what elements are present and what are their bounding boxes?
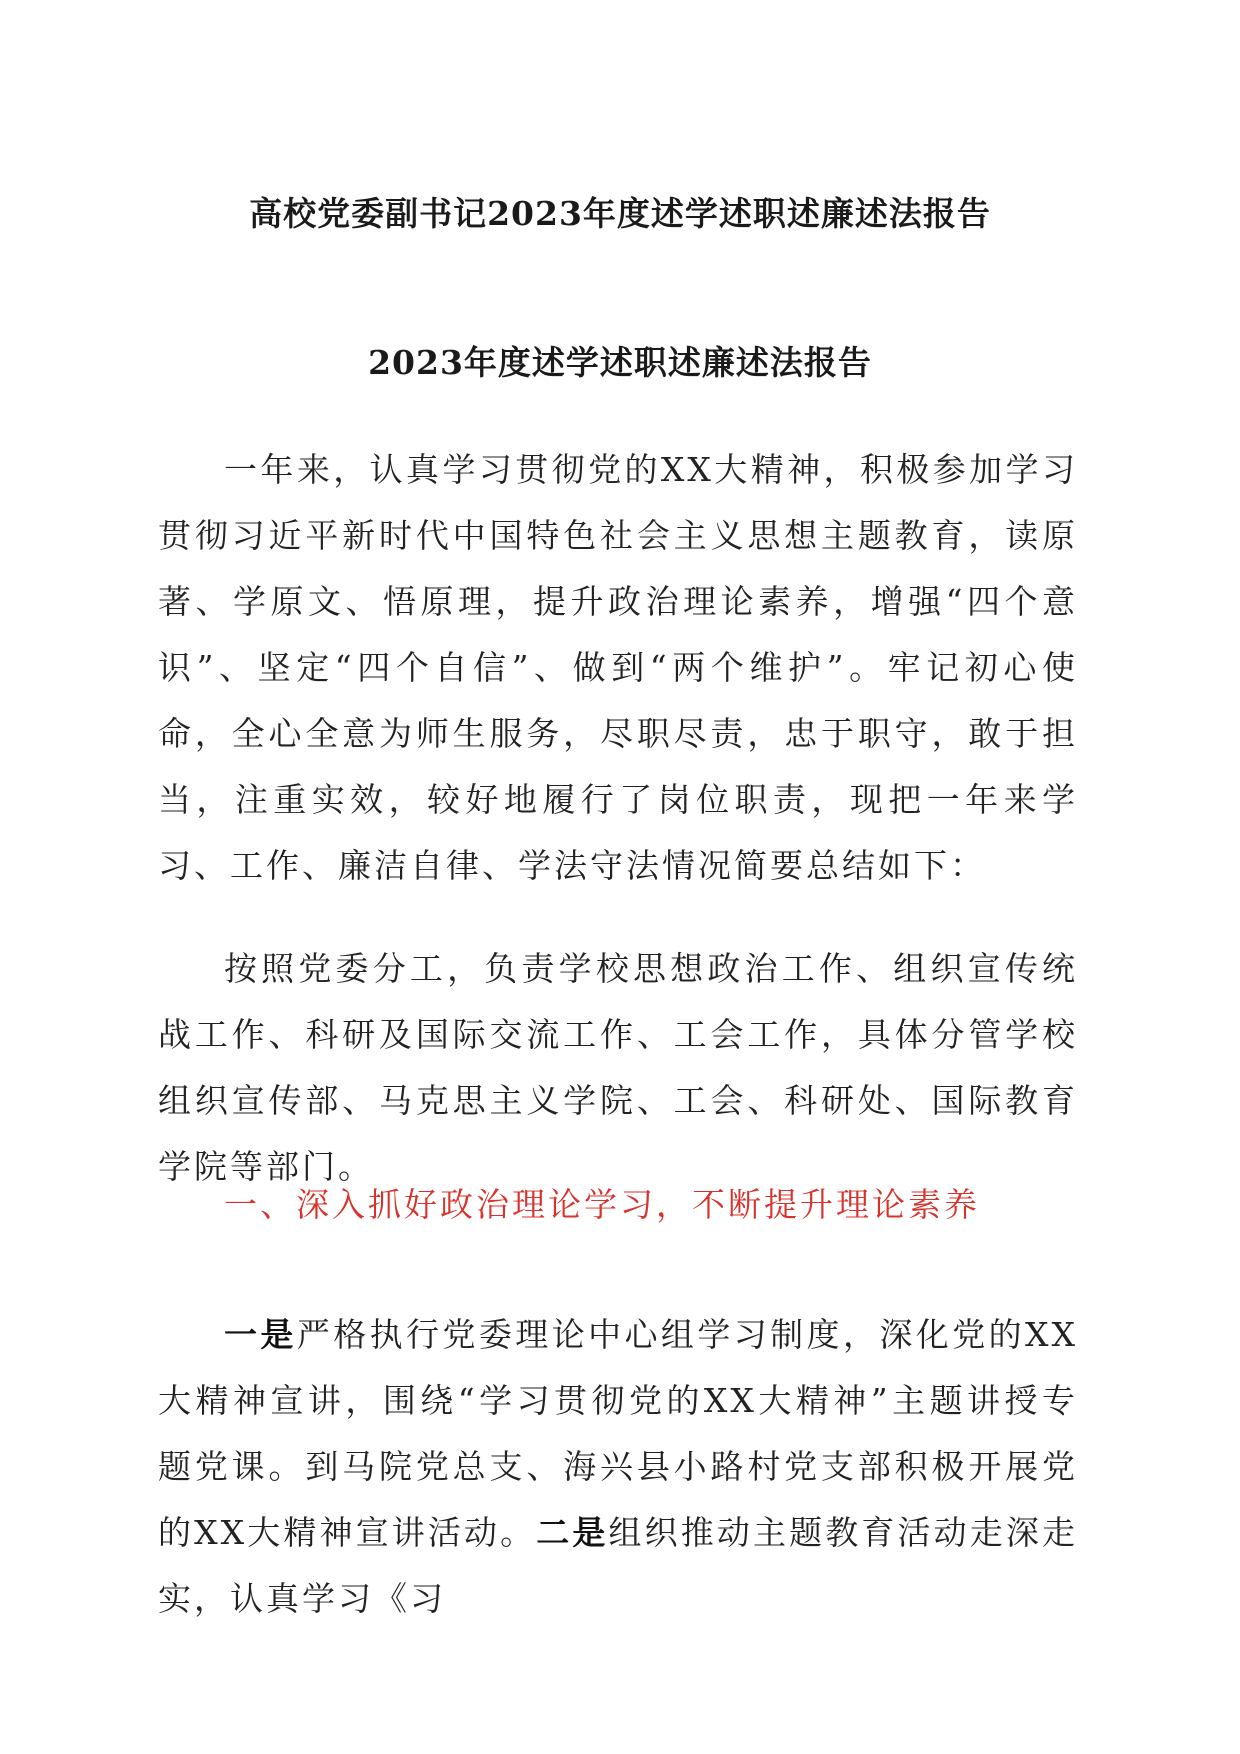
- document-title: 高校党委副书记2023年度述学述职述廉述法报告: [249, 194, 991, 233]
- duty-paragraph: 按照党委分工，负责学校思想政治工作、组织宣传统战工作、科研及国际交流工作、工会工作，具体分管学校组织宣传部、马克思主义学院、工会、科研处、国际教育学院等部门。: [158, 949, 1078, 1186]
- lead-first: 一是: [224, 1315, 297, 1354]
- intro-paragraph: 一年来，认真学习贯彻党的XX大精神，积极参加学习贯彻习近平新时代中国特色社会主义思想主题教育，读原著、学原文、悟原理，提升政治理论素养，增强“四个意识”、坚定“四个自信”、做到“两个维护”。牢记初心使命，全心全意为师生服务，尽职尽责，忠于职守，敢于担当，注重实效，较好地履行了岗位职责，现把一年来学习、工作、廉洁自律、学法守法情况简要总结如下：: [158, 450, 1078, 885]
- section-1-text-first: 严格执行党委理论中心组学习制度，深化党的XX大精神宣讲，围绕“学习贯彻党的XX大精神”主题讲授专题党课。到马院党总支、海兴县小路村党支部积极开展党的XX大精神宣讲活动。: [158, 1315, 1078, 1552]
- lead-second: 二是: [536, 1513, 609, 1552]
- section-1-paragraph: [158, 1302, 1078, 1632]
- section-1-heading: 一、深入抓好政治理论学习，不断提升理论素养: [224, 1185, 980, 1224]
- section-1-text-second: 组织推动主题教育活动走深走实，认真学习《习: [158, 1513, 1078, 1618]
- document-subtitle: 2023年度述学述职述廉述法报告: [368, 343, 872, 382]
